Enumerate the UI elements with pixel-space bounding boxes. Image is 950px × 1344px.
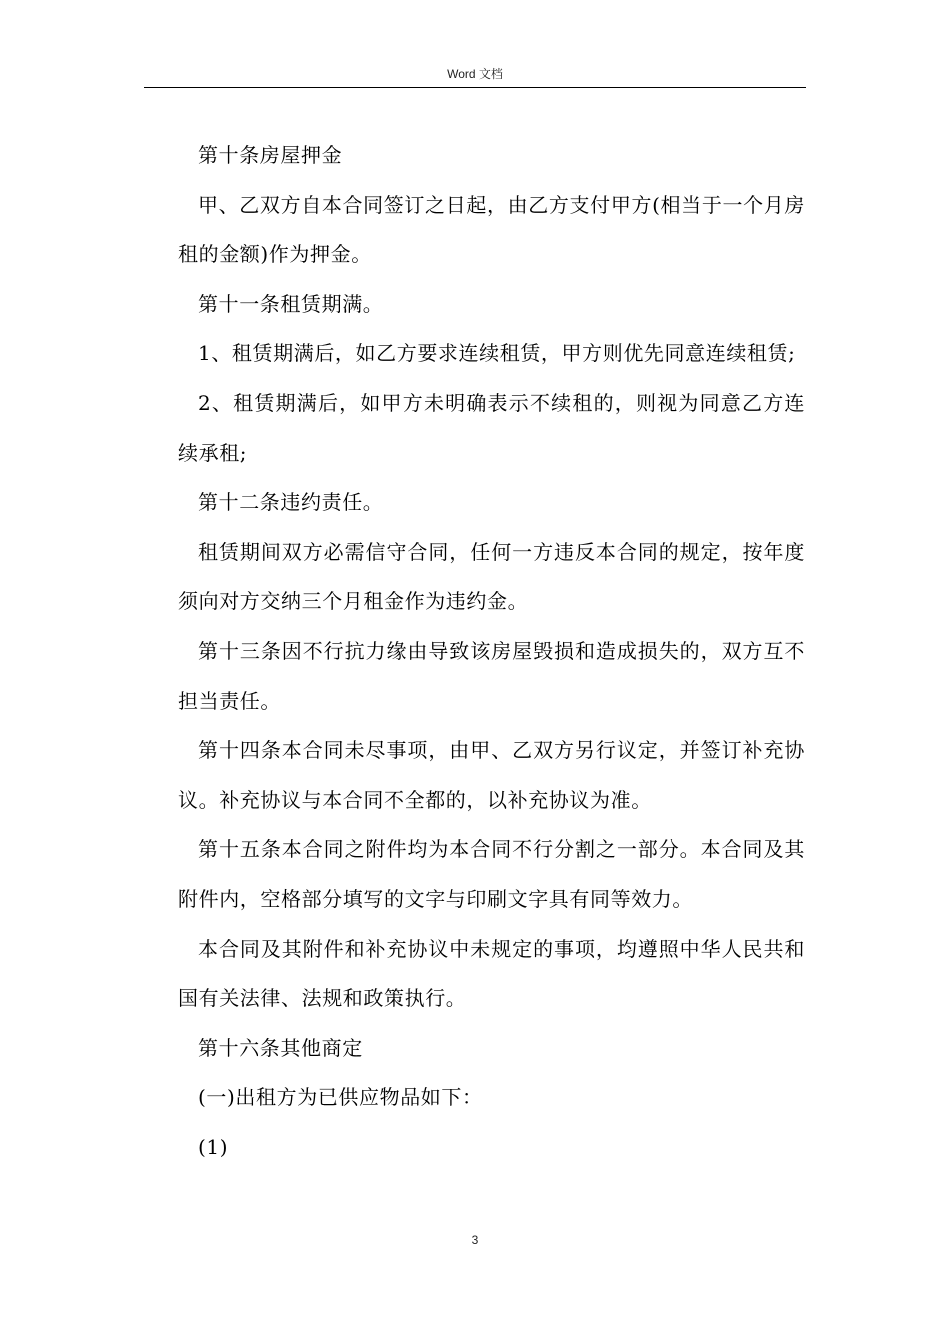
paragraph-article-13: 第十三条因不行抗力缘由导致该房屋毁损和造成损失的，双方互不担当责任。 [178,638,805,713]
header-divider [144,87,806,88]
paragraph-article-10-title: 第十条房屋押金 [198,143,343,167]
document-header-title: Word 文档 [447,67,503,81]
paragraph-item-1: (1) [198,1134,229,1159]
document-body [178,131,805,1172]
paragraph-article-15: 第十五条本合同之附件均为本合同不行分割之一部分。本合同及其附件内，空格部分填写的文字与印刷文字具有同等效力。 [178,837,805,911]
paragraph-renewal-clause-1: 1、租赁期满后，如乙方要求连续租赁，甲方则优先同意连续租赁; [198,341,796,366]
page-number: 3 [471,1233,479,1247]
paragraph-applicable-law: 本合同及其附件和补充协议中未规定的事项，均遵照中华人民共和国有关法律、法规和政策执行。 [178,936,805,1011]
paragraph-breach-terms: 租赁期间双方必需信守合同，任何一方违反本合同的规定，按年度须向对方交纳三个月租金作为违约金。 [178,539,805,614]
paragraph-renewal-clause-2: 2、租赁期满后，如甲方未明确表示不续租的，则视为同意乙方连续承租; [178,390,805,465]
paragraph-article-16-title: 第十六条其他商定 [198,1035,363,1060]
paragraph-article-12-title: 第十二条违约责任。 [198,490,384,515]
paragraph-deposit-terms: 甲、乙双方自本合同签订之日起，由乙方支付甲方(相当于一个月房租的金额)作为押金。 [178,192,805,267]
paragraph-article-14: 第十四条本合同未尽事项，由甲、乙双方另行议定，并签订补充协议。补充协议与本合同不全都的，以补充协议为准。 [178,738,805,812]
paragraph-article-11-title: 第十一条租赁期满。 [198,291,384,316]
paragraph-supplied-items: (一)出租方为已供应物品如下： [198,1085,483,1110]
